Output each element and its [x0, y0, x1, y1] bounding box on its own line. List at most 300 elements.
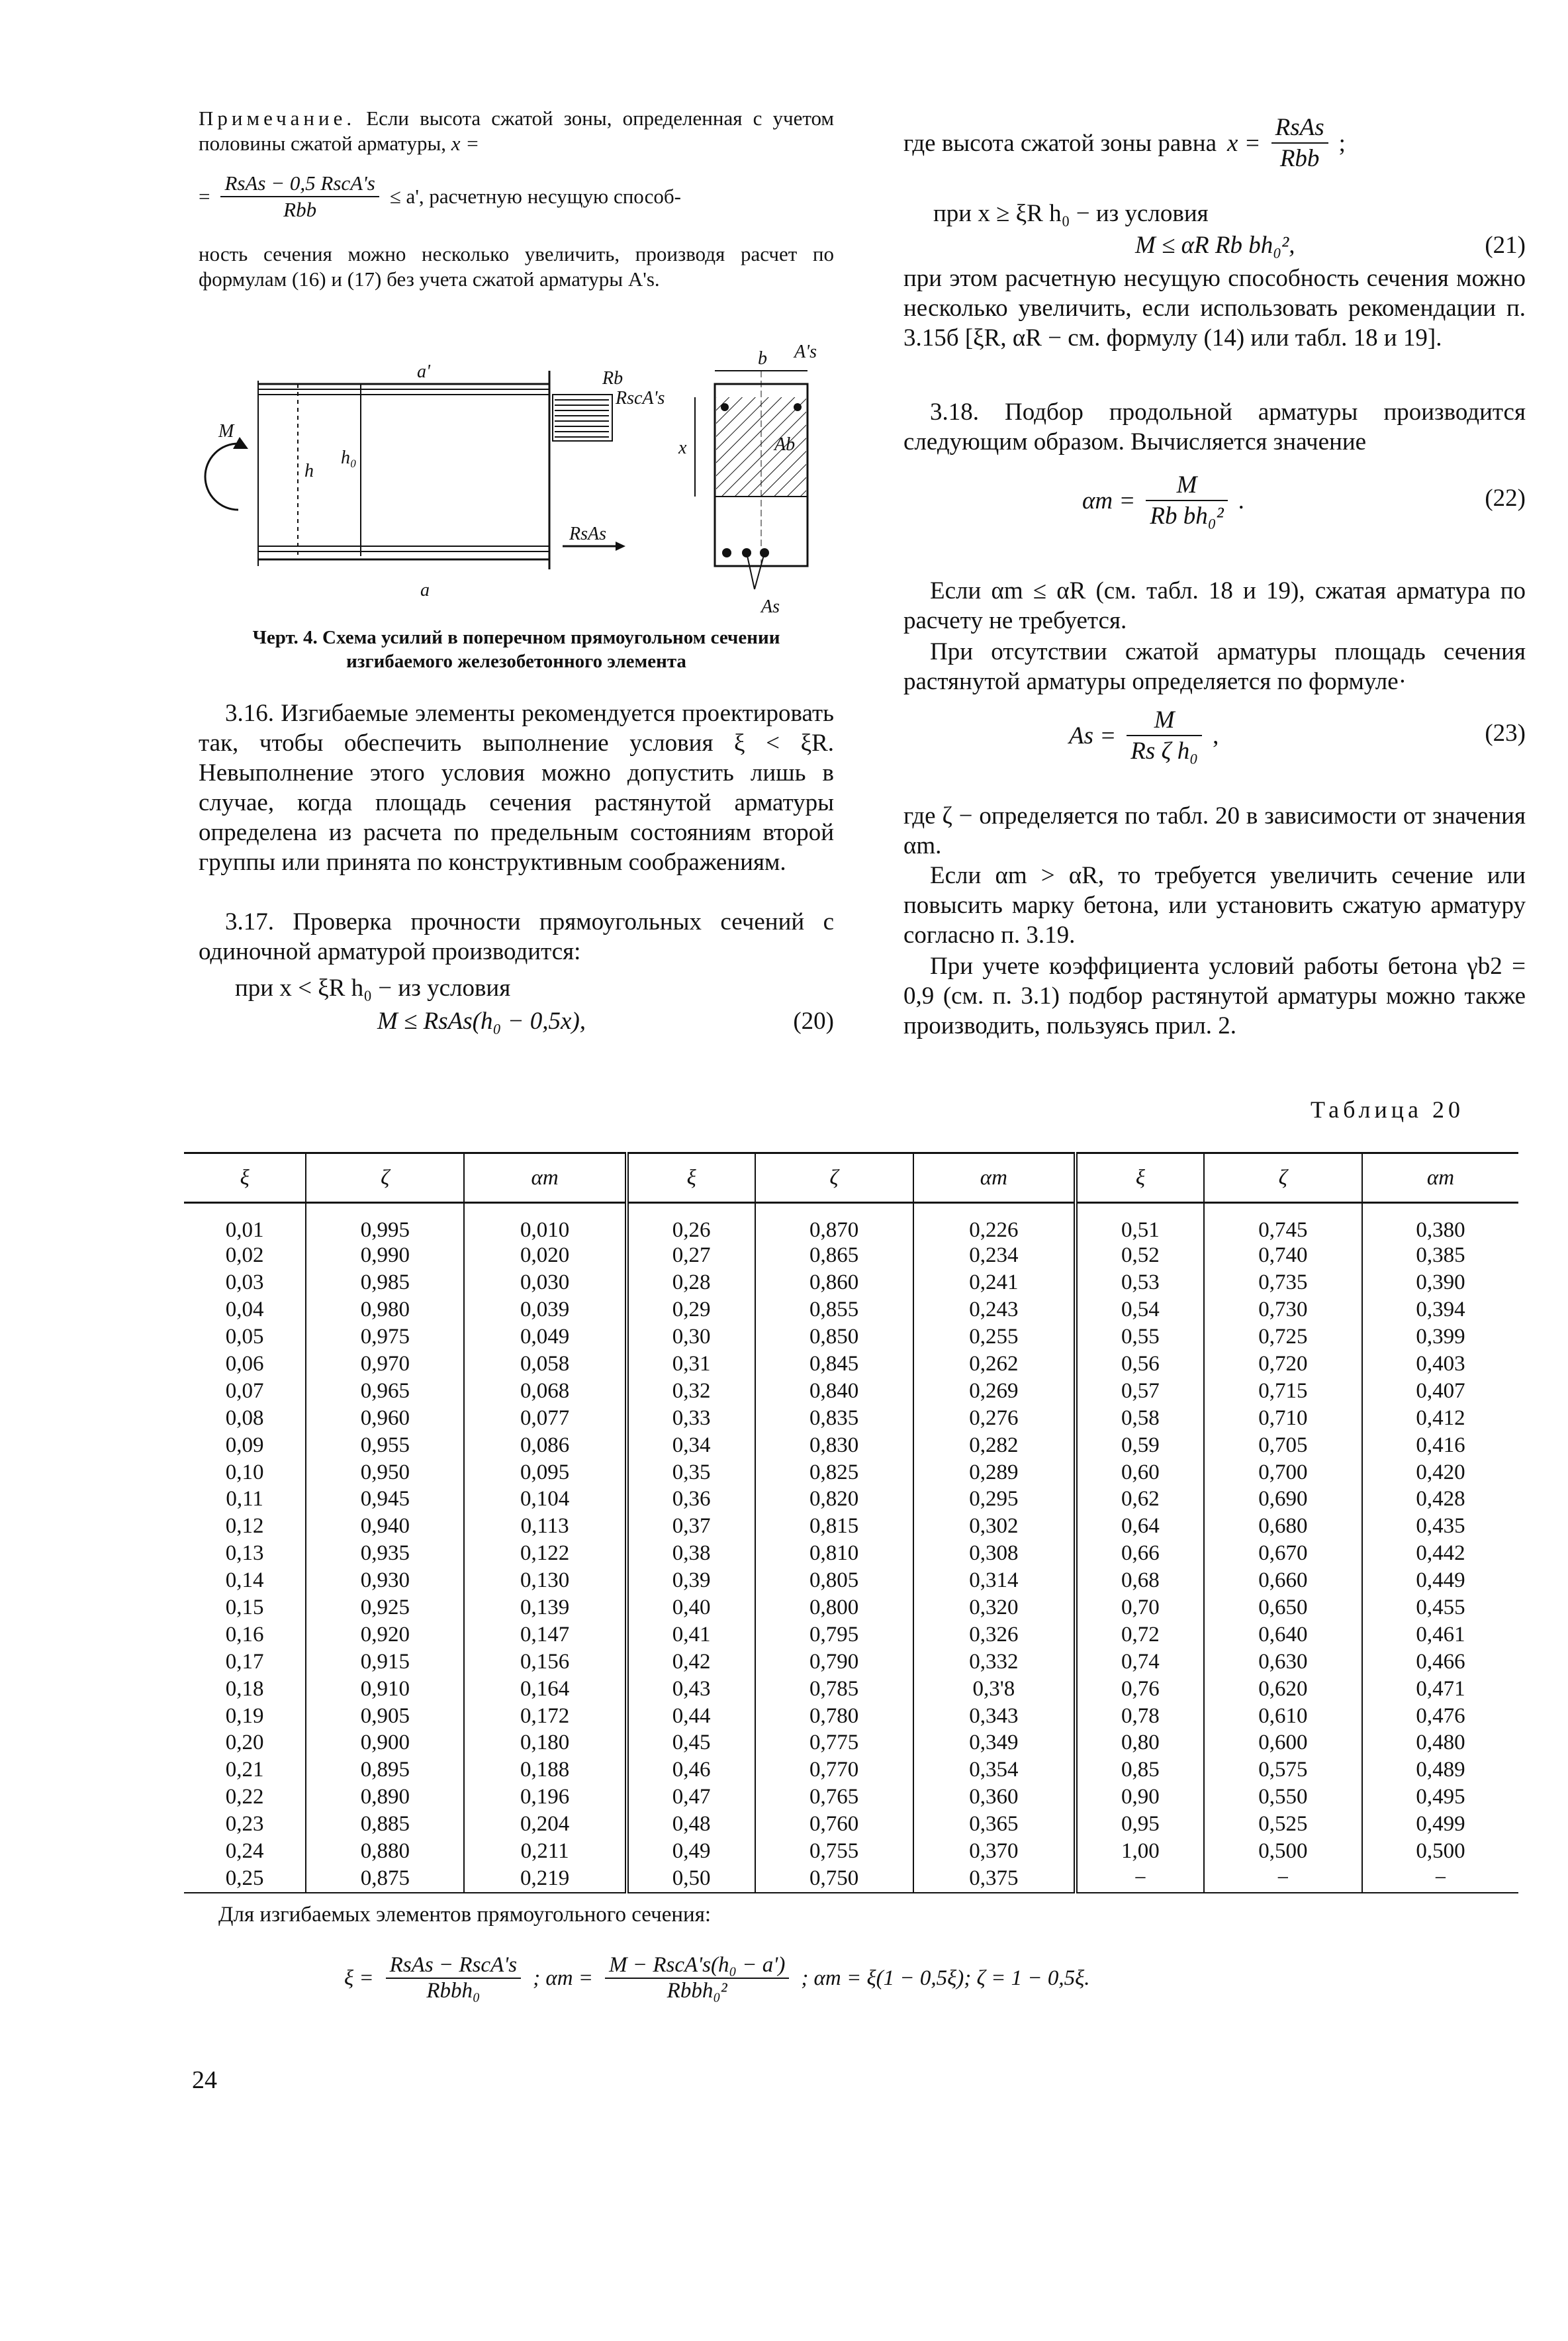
- table-cell: 0,365: [913, 1811, 1076, 1838]
- table-row: [184, 1811, 1518, 1838]
- table-cell: 0,241: [913, 1269, 1076, 1296]
- label-RscAs: RscA's: [616, 388, 665, 408]
- table-cell: 0,461: [1416, 1622, 1465, 1647]
- table-cell: 0,48: [627, 1811, 755, 1838]
- table-cell: 0,715: [1204, 1378, 1362, 1405]
- table-cell: 0,471: [1416, 1676, 1465, 1701]
- table-cell: 0,16: [184, 1621, 306, 1648]
- table-cell: 0,289: [913, 1459, 1076, 1486]
- table-cell: 0,670: [1204, 1540, 1362, 1567]
- table-cell: 0,039: [464, 1296, 626, 1323]
- table-cell: 0,52: [1076, 1243, 1204, 1270]
- table-cell: 0,745: [1204, 1203, 1362, 1243]
- table-cell: 0,243: [913, 1296, 1076, 1323]
- table-cell: 0,925: [306, 1594, 464, 1621]
- table-cell: 0,850: [755, 1323, 913, 1351]
- table-cell: 0,29: [627, 1296, 755, 1323]
- table-cell: 0,735: [1204, 1269, 1362, 1296]
- table-cell: 0,156: [464, 1648, 626, 1676]
- table-cell: 0,800: [755, 1594, 913, 1621]
- table-cell: 0,282: [913, 1432, 1076, 1459]
- table-cell: 0,910: [306, 1676, 464, 1703]
- label-M: M: [218, 421, 234, 442]
- table-cell: 0,38: [627, 1540, 755, 1567]
- table-cell: 0,880: [306, 1838, 464, 1865]
- f1-fraction: [386, 1953, 521, 2003]
- table-cell: 0,930: [306, 1567, 464, 1594]
- eq23-den: Rs ζ h₀: [1130, 738, 1199, 765]
- table-cell: 0,74: [1076, 1648, 1204, 1676]
- table-cell: 0,18: [184, 1676, 306, 1703]
- table-cell: 0,830: [755, 1432, 913, 1459]
- table-cell: 0,980: [306, 1296, 464, 1323]
- table-cell: 0,03: [184, 1269, 306, 1296]
- table-cell: 0,37: [627, 1513, 755, 1540]
- label-a-top: a': [417, 361, 430, 382]
- table-cell: 0,326: [913, 1621, 1076, 1648]
- table-cell: 0,354: [913, 1756, 1076, 1784]
- table-cell: 0,810: [755, 1540, 913, 1567]
- table-cell: 0,825: [755, 1459, 913, 1486]
- x-frac-den: Rbb: [1279, 145, 1320, 172]
- table-cell: 0,755: [755, 1838, 913, 1865]
- equation-23-fraction: [1127, 705, 1202, 766]
- table-cell: 0,295: [913, 1486, 1076, 1513]
- table-row: [184, 1594, 1518, 1621]
- table-cell: 0,56: [1076, 1351, 1204, 1378]
- header-xi-1: ξ: [184, 1153, 306, 1203]
- table-cell: 0,70: [1076, 1594, 1204, 1621]
- header-zeta-1: ζ: [306, 1153, 464, 1203]
- table-cell: 0,314: [913, 1567, 1076, 1594]
- table-cell: 0,680: [1204, 1513, 1362, 1540]
- table-row: [184, 1243, 1518, 1270]
- label-RsAs: RsAs: [569, 524, 606, 544]
- table-cell: 0,990: [306, 1243, 464, 1270]
- note-frac-num: RsAs − 0,5 RscA's: [220, 171, 379, 197]
- table-cell: 0,23: [184, 1811, 306, 1838]
- header-am-2: αm: [913, 1153, 1076, 1203]
- table-20: [184, 1152, 1518, 1893]
- table-cell: 0,130: [464, 1567, 626, 1594]
- equation-22-number: (22): [1485, 485, 1526, 512]
- table-cell: 0,139: [464, 1594, 626, 1621]
- table-cell: −: [1076, 1865, 1204, 1893]
- table-cell: 0,650: [1204, 1594, 1362, 1621]
- table-cell: 0,42: [627, 1648, 755, 1676]
- x-eq: x =: [1227, 129, 1261, 157]
- table-row: [184, 1486, 1518, 1513]
- note-text-2: ность сечения можно несколько увеличить, производя расчет по формулам (16) и (17) без учета сжатой арматуры A's.: [199, 242, 834, 291]
- table-cell: 0,820: [755, 1486, 913, 1513]
- f1-lhs: ξ =: [344, 1966, 374, 1990]
- table-cell: 0,380: [1416, 1218, 1465, 1242]
- figure-force-diagram: [192, 344, 841, 622]
- table-cell: 0,500: [1416, 1839, 1465, 1864]
- table-cell: 0,20: [184, 1730, 306, 1757]
- table-cell: 0,43: [627, 1676, 755, 1703]
- table-cell: 0,975: [306, 1323, 464, 1351]
- table-cell: 0,122: [464, 1540, 626, 1567]
- table-cell: 0,24: [184, 1838, 306, 1865]
- table-cell: 0,25: [184, 1865, 306, 1893]
- table-cell: 0,31: [627, 1351, 755, 1378]
- f2-lhs: ; αm =: [533, 1966, 594, 1990]
- table-cell: 0,204: [464, 1811, 626, 1838]
- table-cell: 0,640: [1204, 1621, 1362, 1648]
- table-cell: 0,28: [627, 1269, 755, 1296]
- table-cell: 0,55: [1076, 1323, 1204, 1351]
- paragraph-after-21: при этом расчетную несущую способность сечения можно несколько увеличить, если использовать рекомендации п. 3.15б [ξR, αR − см. формулу (14) или табл. 18 и 19].: [903, 265, 1526, 352]
- table-row: [184, 1203, 1518, 1243]
- table-cell: 0,720: [1204, 1351, 1362, 1378]
- table-row: [184, 1432, 1518, 1459]
- table-cell: 0,90: [1076, 1784, 1204, 1811]
- table-cell: 0,403: [1416, 1352, 1465, 1376]
- f2-fraction: [605, 1953, 789, 2003]
- table-row: [184, 1459, 1518, 1486]
- header-zeta-3: ζ: [1204, 1153, 1362, 1203]
- table-cell: 0,765: [755, 1784, 913, 1811]
- table-cell: 0,104: [464, 1486, 626, 1513]
- table-cell: 0,62: [1076, 1486, 1204, 1513]
- table-cell: 0,970: [306, 1351, 464, 1378]
- table-cell: 0,36: [627, 1486, 755, 1513]
- table-cell: 0,343: [913, 1703, 1076, 1730]
- table-cell: 0,550: [1204, 1784, 1362, 1811]
- x-definition: [903, 113, 1526, 173]
- table-cell: 0,57: [1076, 1378, 1204, 1405]
- table-cell: 0,113: [464, 1513, 626, 1540]
- eq23-end: ,: [1213, 722, 1219, 749]
- label-x: x: [678, 438, 687, 458]
- table-row: [184, 1513, 1518, 1540]
- condition-20: при x < ξR h₀ − из условия: [235, 975, 511, 1002]
- paragraph-absent: При отсутствии сжатой арматуры площадь сечения растянутой арматуры определяется по формуле·: [903, 638, 1526, 695]
- table-row: [184, 1269, 1518, 1296]
- table-cell: 0,875: [306, 1865, 464, 1893]
- table-row: [184, 1730, 1518, 1757]
- table-cell: 0,66: [1076, 1540, 1204, 1567]
- table-cell: 0,950: [306, 1459, 464, 1486]
- table-cell: 0,53: [1076, 1269, 1204, 1296]
- table-row: [184, 1703, 1518, 1730]
- table-cell: 0,489: [1416, 1758, 1465, 1782]
- table-cell: 0,172: [464, 1703, 626, 1730]
- table-body: [184, 1203, 1518, 1893]
- table-cell: 0,840: [755, 1378, 913, 1405]
- table-row: [184, 1838, 1518, 1865]
- note-text-1: Если высота сжатой зоны, определенная с учетом половины сжатой арматуры,: [199, 107, 834, 155]
- x-frac-num: RsAs: [1271, 113, 1328, 144]
- table-cell: 0,51: [1076, 1203, 1204, 1243]
- table-cell: 0,940: [306, 1513, 464, 1540]
- table-cell: 0,78: [1076, 1703, 1204, 1730]
- label-b: b: [758, 348, 767, 369]
- table-cell: 0,320: [913, 1594, 1076, 1621]
- table-cell: 0,690: [1204, 1486, 1362, 1513]
- table-cell: 0,226: [913, 1203, 1076, 1243]
- table-cell: 0,54: [1076, 1296, 1204, 1323]
- table-cell: 0,068: [464, 1378, 626, 1405]
- table-cell: 0,805: [755, 1567, 913, 1594]
- table-cell: 0,920: [306, 1621, 464, 1648]
- table-cell: 0,27: [627, 1243, 755, 1270]
- table-cell: 0,785: [755, 1676, 913, 1703]
- table-cell: 0,480: [1416, 1731, 1465, 1755]
- table-cell: 0,740: [1204, 1243, 1362, 1270]
- eq22-end: .: [1238, 487, 1244, 514]
- table-cell: 0,705: [1204, 1432, 1362, 1459]
- table-cell: 0,147: [464, 1621, 626, 1648]
- table-cell: 0,11: [184, 1486, 306, 1513]
- table-cell: 0,845: [755, 1351, 913, 1378]
- table-cell: 0,416: [1416, 1433, 1465, 1457]
- label-h0: h₀: [341, 448, 357, 468]
- table-cell: 0,308: [913, 1540, 1076, 1567]
- table-row: [184, 1296, 1518, 1323]
- table-cell: 0,020: [464, 1243, 626, 1270]
- paragraph-gamma: При учете коэффициента условий работы бетона γb2 = 0,9 (см. п. 3.1) подбор растянутой арматуры можно также производить, пользуясь прил. 2.: [903, 953, 1526, 1039]
- table-cell: 0,500: [1204, 1838, 1362, 1865]
- table-cell: 0,59: [1076, 1432, 1204, 1459]
- paragraph-if-2: Если αm > αR, то требуется увеличить сечение или повысить марку бетона, или установить сжатую арматуру согласно п. 3.19.: [903, 862, 1526, 949]
- table-cell: 0,865: [755, 1243, 913, 1270]
- table-cell: 0,17: [184, 1648, 306, 1676]
- table-row: [184, 1676, 1518, 1703]
- beam-outline: [258, 371, 549, 569]
- table-cell: 0,428: [1416, 1487, 1465, 1511]
- header-xi-2: ξ: [627, 1153, 755, 1203]
- label-As-bot: As: [761, 597, 780, 617]
- table-cell: 0,750: [755, 1865, 913, 1893]
- table-cell: 0,525: [1204, 1811, 1362, 1838]
- table-row: [184, 1567, 1518, 1594]
- table-cell: 0,835: [755, 1405, 913, 1432]
- table-cell: 0,349: [913, 1730, 1076, 1757]
- table-cell: 0,332: [913, 1648, 1076, 1676]
- table-cell: 0,360: [913, 1784, 1076, 1811]
- table-header-row: [184, 1153, 1518, 1203]
- table-row: [184, 1865, 1518, 1893]
- table-cell: −: [1362, 1865, 1518, 1893]
- condition-21: при x ≥ ξR h₀ − из условия: [933, 200, 1209, 227]
- table-cell: 0,302: [913, 1513, 1076, 1540]
- table-cell: 0,077: [464, 1405, 626, 1432]
- table-cell: 0,04: [184, 1296, 306, 1323]
- f3: ; αm = ξ(1 − 0,5ξ); ζ = 1 − 0,5ξ.: [801, 1966, 1090, 1990]
- table-cell: 0,33: [627, 1405, 755, 1432]
- table-cell: 0,630: [1204, 1648, 1362, 1676]
- table-cell: 0,960: [306, 1405, 464, 1432]
- equation-23-number: (23): [1485, 720, 1526, 747]
- table-cell: 0,64: [1076, 1513, 1204, 1540]
- x-fraction: [1271, 113, 1328, 173]
- f2-den: Rbbh₀²: [667, 1979, 727, 2003]
- table-cell: 0,95: [1076, 1811, 1204, 1838]
- table-cell: 0,49: [627, 1838, 755, 1865]
- table-cell: 0,412: [1416, 1406, 1465, 1430]
- table-cell: 0,85: [1076, 1756, 1204, 1784]
- table-cell: 0,08: [184, 1405, 306, 1432]
- table-cell: 0,435: [1416, 1514, 1465, 1539]
- equation-20-row: [199, 1006, 834, 1036]
- table-cell: 0,700: [1204, 1459, 1362, 1486]
- f1-den: Rbbh₀: [426, 1979, 481, 2003]
- table-cell: 0,30: [627, 1323, 755, 1351]
- table-cell: 0,394: [1416, 1298, 1465, 1322]
- label-As-top: A's: [794, 344, 817, 362]
- table-cell: 0,855: [755, 1296, 913, 1323]
- table-cell: 0,890: [306, 1784, 464, 1811]
- table-cell: 0,13: [184, 1540, 306, 1567]
- table-cell: 0,12: [184, 1513, 306, 1540]
- table-cell: 0,900: [306, 1730, 464, 1757]
- table-cell: 0,870: [755, 1203, 913, 1243]
- table-cell: 0,40: [627, 1594, 755, 1621]
- table-cell: 0,407: [1416, 1378, 1465, 1403]
- table-cell: 0,35: [627, 1459, 755, 1486]
- table-cell: 0,790: [755, 1648, 913, 1676]
- table-cell: 1,00: [1076, 1838, 1204, 1865]
- table-cell: 0,370: [913, 1838, 1076, 1865]
- note-fraction: [220, 171, 379, 222]
- table-cell: 0,15: [184, 1594, 306, 1621]
- table-cell: 0,795: [755, 1621, 913, 1648]
- equation-21: M ≤ αR Rb bh₀²,: [1135, 232, 1295, 259]
- table-cell: 0,211: [464, 1838, 626, 1865]
- table-cell: 0,725: [1204, 1323, 1362, 1351]
- table-cell: 0,180: [464, 1730, 626, 1757]
- figure-caption: Черт. 4. Схема усилий в поперечном прямоугольном сечении изгибаемого железобетонного элемента: [252, 627, 780, 672]
- table-cell: 0,262: [913, 1351, 1076, 1378]
- paragraph-if: Если αm ≤ αR (см. табл. 18 и 19), сжатая арматура по расчету не требуется.: [903, 577, 1526, 634]
- table-row: [184, 1756, 1518, 1784]
- table-cell: 0,255: [913, 1323, 1076, 1351]
- table-title: Таблица 20: [1311, 1096, 1464, 1123]
- table-row: [184, 1405, 1518, 1432]
- table-cell: 0,390: [1416, 1270, 1465, 1295]
- note-x-eq: x =: [451, 132, 480, 155]
- table-cell: 0,02: [184, 1243, 306, 1270]
- table-cell: 0,234: [913, 1243, 1076, 1270]
- table-cell: 0,44: [627, 1703, 755, 1730]
- table-cell: 0,860: [755, 1269, 913, 1296]
- table-cell: 0,935: [306, 1540, 464, 1567]
- equation-20-number: (20): [793, 1008, 834, 1035]
- table-cell: 0,05: [184, 1323, 306, 1351]
- table-cell: 0,620: [1204, 1676, 1362, 1703]
- footer-formulas: [344, 1953, 1469, 2003]
- table-cell: 0,32: [627, 1378, 755, 1405]
- table-cell: 0,34: [627, 1432, 755, 1459]
- table-row: [184, 1323, 1518, 1351]
- table-cell: 0,188: [464, 1756, 626, 1784]
- table-row: [184, 1648, 1518, 1676]
- note-formula: = $\frac{\text{RsAs − 0,5 RscA's}}{\text{Rbb}}$ ≤ a', расчетную несущую способ-: [199, 171, 681, 221]
- table-cell: 0,164: [464, 1676, 626, 1703]
- table-cell: 0,985: [306, 1269, 464, 1296]
- table-cell: 0,905: [306, 1703, 464, 1730]
- x-end: ;: [1338, 129, 1346, 157]
- table-cell: 0,01: [184, 1203, 306, 1243]
- table-cell: 0,76: [1076, 1676, 1204, 1703]
- label-a-bot: a: [420, 580, 430, 600]
- equation-23-lhs: As =: [1069, 722, 1117, 749]
- table-cell: 0,499: [1416, 1812, 1465, 1837]
- table-cell: 0,39: [627, 1567, 755, 1594]
- table-row: [184, 1378, 1518, 1405]
- table-cell: 0,72: [1076, 1621, 1204, 1648]
- table-cell: 0,815: [755, 1513, 913, 1540]
- table-cell: 0,895: [306, 1756, 464, 1784]
- table-cell: 0,07: [184, 1378, 306, 1405]
- table-row: [184, 1621, 1518, 1648]
- equation-22-lhs: αm =: [1082, 487, 1136, 514]
- table-cell: 0,19: [184, 1703, 306, 1730]
- table-cell: 0,14: [184, 1567, 306, 1594]
- table-cell: 0,010: [464, 1203, 626, 1243]
- table-cell: 0,086: [464, 1432, 626, 1459]
- note-block: [199, 106, 834, 156]
- label-Rb: Rb: [602, 368, 623, 389]
- table-cell: 0,770: [755, 1756, 913, 1784]
- f1-num: RsAs − RscA's: [386, 1953, 521, 1979]
- table-cell: 0,995: [306, 1203, 464, 1243]
- table-cell: 0,610: [1204, 1703, 1362, 1730]
- table-cell: 0,399: [1416, 1325, 1465, 1349]
- eq22-den: Rb bh₀²: [1150, 502, 1224, 530]
- note-frac-den: Rbb: [283, 198, 317, 221]
- table-cell: 0,455: [1416, 1596, 1465, 1620]
- equation-22-row: [903, 470, 1526, 543]
- table-cell: 0,030: [464, 1269, 626, 1296]
- table-cell: 0,375: [913, 1865, 1076, 1893]
- table-cell: 0,50: [627, 1865, 755, 1893]
- table-cell: 0,21: [184, 1756, 306, 1784]
- moment-arc: [205, 444, 238, 510]
- header-xi-3: ξ: [1076, 1153, 1204, 1203]
- table-cell: 0,196: [464, 1784, 626, 1811]
- equation-21-number: (21): [1485, 232, 1526, 259]
- label-Ab: Ab: [774, 434, 796, 455]
- table-cell: 0,730: [1204, 1296, 1362, 1323]
- paragraph-3-18: 3.18. Подбор продольной арматуры производится следующим образом. Вычисляется значение: [903, 399, 1526, 455]
- table-cell: 0,965: [306, 1378, 464, 1405]
- eq22-num: M: [1146, 470, 1227, 501]
- table-cell: 0,780: [755, 1703, 913, 1730]
- paragraph-3-16: 3.16. Изгибаемые элементы рекомендуется проектировать так, чтобы обеспечить выполнение условия ξ < ξR. Невыполнение этого условия можно допустить лишь в случае, когда площадь сечения растянутой арматуры определена из расчета по предельным состояниям второй группы или принята по конструктивным соображениям.: [199, 700, 834, 876]
- table-cell: 0,58: [1076, 1405, 1204, 1432]
- table-cell: 0,760: [755, 1811, 913, 1838]
- table-cell: 0,442: [1416, 1541, 1465, 1566]
- header-am-3: αm: [1362, 1153, 1518, 1203]
- label-h: h: [304, 461, 314, 481]
- table-cell: 0,269: [913, 1378, 1076, 1405]
- note-cond: ≤ a', расчетную несущую способ-: [389, 185, 681, 208]
- where-x-text: где высота сжатой зоны равна: [903, 129, 1217, 157]
- table-cell: 0,45: [627, 1730, 755, 1757]
- table-cell: 0,385: [1416, 1243, 1465, 1268]
- table-cell: 0,058: [464, 1351, 626, 1378]
- table-cell: 0,955: [306, 1432, 464, 1459]
- table-cell: −: [1204, 1865, 1362, 1893]
- eq23-num: M: [1127, 705, 1202, 736]
- table-cell: 0,049: [464, 1323, 626, 1351]
- equation-20: M ≤ RsAs(h₀ − 0,5x),: [377, 1008, 586, 1035]
- table-cell: 0,80: [1076, 1730, 1204, 1757]
- paragraph-3-17: 3.17. Проверка прочности прямоугольных сечений с одиночной арматурой производится:: [199, 908, 834, 965]
